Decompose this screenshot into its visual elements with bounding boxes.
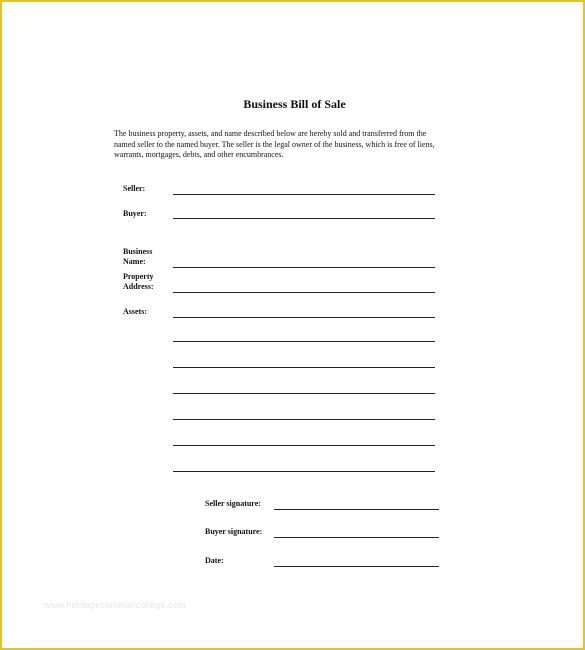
seller-signature-label: Seller signature: (205, 499, 261, 508)
business-name-label-line2: Name: (123, 257, 146, 266)
property-address-label-line1: Property (123, 272, 154, 281)
seller-line[interactable] (173, 194, 435, 195)
buyer-signature-label: Buyer signature: (205, 527, 263, 536)
business-name-label-line1: Business (123, 247, 153, 256)
intro-paragraph: The business property, assets, and name described below are hereby sold and transferred from the named seller to the named buyer. The seller is the legal owner of the business, which is free of liens, warrants, mortgages, debts, and other encumbrances. (114, 129, 435, 159)
assets-line[interactable] (173, 317, 435, 318)
business-name-line[interactable] (173, 267, 435, 268)
assets-line[interactable] (173, 471, 435, 472)
property-address-line[interactable] (173, 292, 435, 293)
seller-signature-line[interactable] (274, 509, 439, 510)
assets-line[interactable] (173, 445, 435, 446)
buyer-label: Buyer: (123, 209, 147, 218)
seller-label: Seller: (123, 184, 146, 193)
property-address-label-line2: Address: (123, 282, 154, 291)
watermark: www.heritagechristiancollege.com (44, 600, 186, 610)
buyer-signature-line[interactable] (274, 537, 439, 538)
assets-line[interactable] (173, 341, 435, 342)
buyer-line[interactable] (173, 218, 435, 219)
document-title: Business Bill of Sale (243, 97, 346, 111)
assets-line[interactable] (173, 367, 435, 368)
assets-label: Assets: (123, 307, 147, 316)
date-line[interactable] (274, 566, 439, 567)
assets-line[interactable] (173, 419, 435, 420)
date-label: Date: (205, 556, 224, 565)
assets-line[interactable] (173, 393, 435, 394)
